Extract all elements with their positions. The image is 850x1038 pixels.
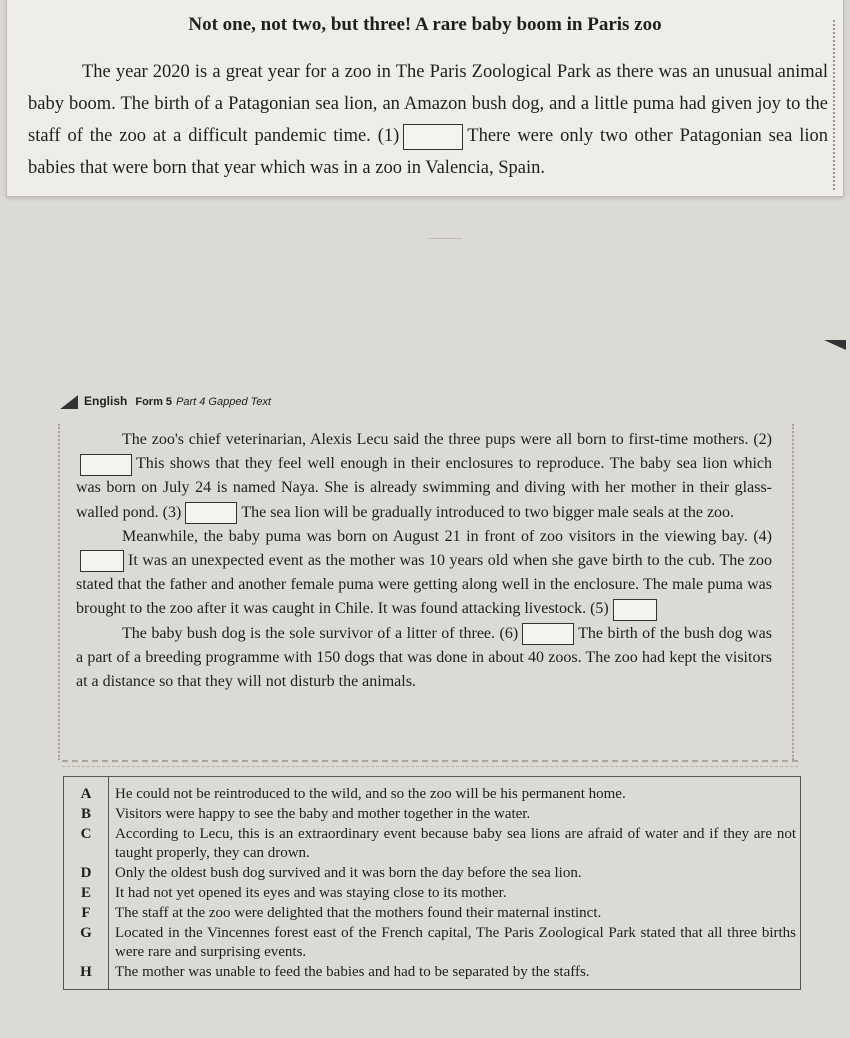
answer-box-6[interactable] bbox=[522, 623, 574, 645]
answer-box-1[interactable] bbox=[403, 124, 463, 150]
text-segment: The sea lion will be gradually introduced to two bigger male seals at the zoo. bbox=[241, 503, 735, 521]
option-row bbox=[64, 904, 801, 924]
page-binding-edge bbox=[833, 20, 841, 190]
part-label: Part 4 Gapped Text bbox=[176, 396, 272, 408]
option-text: He could not be reintroduced to the wild, and so the zoo will be his permanent home. bbox=[115, 786, 626, 802]
text-segment: This shows that they feel well enough in their enclosures to reproduce. The baby sea lion which was born on July 24 is named Naya. She is already swimming and diving with her mother in their glass-walled pond. (3) bbox=[76, 455, 772, 521]
intro-text-a: The year 2020 is a great year for a zoo in The Paris Zoological Park as there was an unusual animal baby boom. The birth of a Patagonian sea lion, an Amazon bush dog, and a little puma had given joy to the staff of the zoo at a difficult pandemic time. (1) bbox=[28, 62, 828, 146]
text-segment: The baby bush dog is the sole survivor of a litter of three. (6) bbox=[122, 624, 519, 642]
answer-box-4[interactable] bbox=[80, 550, 124, 572]
text-segment: The birth of the bush dog was a part of a breeding programme with 150 dogs that was done in about 40 zoos. The zoo had kept the visitors at a distance so that they will not disturb the animals. bbox=[76, 624, 773, 691]
subject-label: English bbox=[84, 394, 128, 408]
option-letter: F bbox=[64, 904, 109, 924]
intro-text-b: There were only two other Patagonian sea lion babies that were born that year which was in a zoo in Valencia, Spain. bbox=[28, 126, 828, 178]
option-row bbox=[64, 963, 801, 989]
intro-paragraph bbox=[28, 56, 828, 184]
option-text: Only the oldest bush dog survived and it was born the day before the sea lion. bbox=[115, 865, 582, 882]
option-letter: C bbox=[64, 825, 109, 865]
option-text: According to Lecu, this is an extraordinary event because baby sea lions are afraid of water and if they are not taught properly, they can drown. bbox=[115, 825, 796, 862]
option-row bbox=[64, 884, 801, 904]
faint-mark bbox=[428, 238, 462, 239]
text-segment: The zoo's chief veterinarian, Alexis Lecu said the three pups were all born to first-time mothers. (2) bbox=[122, 431, 772, 448]
worksheet-header bbox=[60, 394, 271, 409]
option-letter: E bbox=[64, 884, 109, 904]
option-text: Visitors were happy to see the baby and mother together in the water. bbox=[115, 805, 531, 822]
option-letter: H bbox=[64, 963, 109, 989]
page-corner-mark bbox=[824, 340, 846, 350]
answer-box-2[interactable] bbox=[80, 454, 132, 476]
gapped-text bbox=[76, 428, 772, 694]
paragraph-sea-lion bbox=[76, 428, 772, 525]
publisher-logo-icon bbox=[60, 395, 78, 409]
option-letter: D bbox=[64, 864, 109, 884]
option-letter: B bbox=[64, 805, 109, 825]
answer-box-5[interactable] bbox=[613, 599, 657, 621]
option-row bbox=[64, 805, 801, 825]
form-label: Form 5 bbox=[135, 396, 173, 408]
paragraph-puma bbox=[76, 525, 772, 622]
option-row bbox=[64, 777, 801, 805]
option-row bbox=[64, 825, 801, 865]
options-table bbox=[63, 776, 801, 990]
option-letter: G bbox=[64, 924, 109, 964]
option-text: The staff at the zoo were delighted that the mothers found their maternal instinct. bbox=[115, 904, 602, 921]
divider bbox=[62, 766, 798, 767]
option-row bbox=[64, 864, 801, 884]
text-segment: Meanwhile, the baby puma was born on August 21 in front of zoo visitors in the viewing bay. (4) bbox=[122, 527, 772, 545]
option-row bbox=[64, 924, 801, 964]
option-letter: A bbox=[64, 777, 109, 805]
text-segment: It was an unexpected event as the mother was 10 years old when she gave birth to the cub. The zoo stated that the father and another female puma were getting along well in the enclosure. The male puma was brought to the zoo after it was caught in Chile. It was found attacking livestock. (5) bbox=[76, 552, 772, 618]
option-text: The mother was unable to feed the babies and had to be separated by the staffs. bbox=[115, 964, 590, 981]
paragraph-bush-dog bbox=[76, 622, 772, 695]
article-title: Not one, not two, but three! A rare baby boom in Paris zoo bbox=[188, 14, 662, 35]
option-text: Located in the Vincennes forest east of the French capital, The Paris Zoological Park stated that all three births were rare and surprising events. bbox=[115, 924, 796, 961]
option-text: It had not yet opened its eyes and was staying close to its mother. bbox=[115, 884, 507, 901]
divider bbox=[62, 760, 798, 762]
answer-box-3[interactable] bbox=[185, 502, 237, 524]
